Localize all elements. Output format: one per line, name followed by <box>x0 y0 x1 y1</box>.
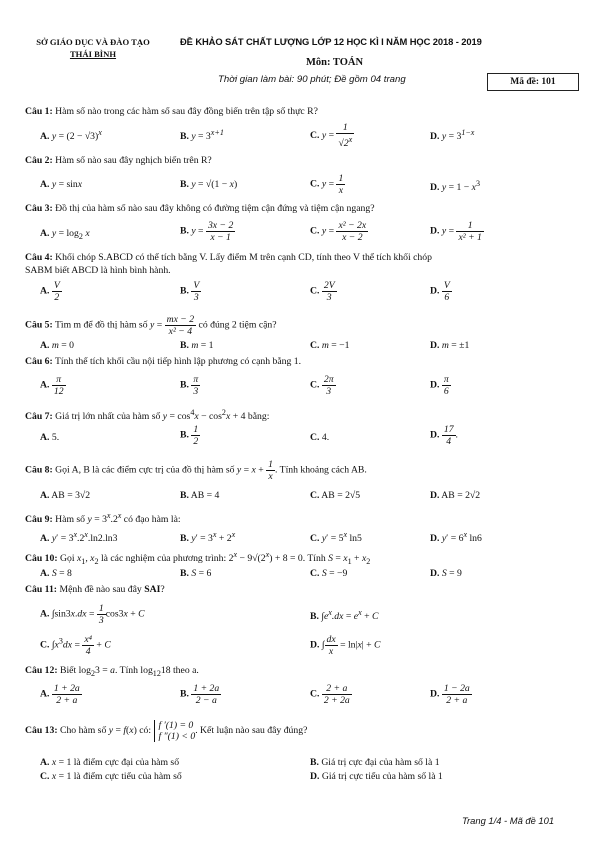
q2-option-d: D. $y = 1 - x^3$ <box>430 179 480 194</box>
question-12: Câu 12: Biết $\log_23 = a$. Tính $\log_{12}18$ theo a. <box>25 665 199 678</box>
q4-option-c: C. $\frac{2V}{3}$ <box>310 280 335 303</box>
q9-option-c: C. $y' = 5^x$ ln5 <box>310 530 362 545</box>
q13-option-a: A. x = 1 là điểm cực đại của hàm số <box>40 757 180 768</box>
page-footer: Trang 1/4 - Mã đề 101 <box>462 815 555 826</box>
q8-option-d: D. AB = 2√2 <box>430 490 481 501</box>
question-2: Câu 2: Hàm số nào sau đây nghịch biến trên R? <box>25 155 212 166</box>
q5-option-c: C. m = −1 <box>310 340 350 351</box>
q11-option-d: D. ∫ $\frac{dx}{x}$ = ln|x| + C <box>310 634 381 657</box>
q2-option-a: A. y = sinx <box>40 179 83 190</box>
question-4: Câu 4: Khối chóp S.ABCD có thể tích bằng V. Lấy điểm M trên cạnh CD, tính theo V thể tích khối chóp <box>25 252 432 263</box>
exam-title: ĐỀ KHẢO SÁT CHẤT LƯỢNG LỚP 12 HỌC KÌ I NĂM HỌC 2018 - 2019 <box>180 36 482 47</box>
q5-option-a: A. m = 0 <box>40 340 74 351</box>
q12-option-c: C. $\frac{2 + a}{2 + 2a}$ <box>310 683 350 706</box>
q2-option-c: C. y = $\frac{1}{x}$ <box>310 173 344 196</box>
q7-option-d: D. $\frac{17}{4}$ . <box>430 424 458 447</box>
q4-option-a: A. $\frac{V}{2}$ <box>40 280 60 303</box>
q6-option-c: C. $\frac{2\pi}{3}$ <box>310 374 334 397</box>
q9-option-a: A. $y' = 3^x.2^x.\ln 2.\ln 3$ <box>40 530 118 545</box>
q1-option-a: A. $y = (2 - √3)^x$ <box>40 128 102 143</box>
question-1: Câu 1: Hàm số nào trong các hàm số sau đây đồng biến trên tập số thực R? <box>25 106 318 117</box>
q3-option-a: A. $y = \log_2 x$ <box>40 228 90 241</box>
q13-option-d: D. Giá trị cực tiểu của hàm số là 1 <box>310 771 443 782</box>
question-3: Câu 3: Đồ thị của hàm số nào sau đây không có đường tiệm cận đứng và tiệm cận ngang? <box>25 203 375 214</box>
q9-option-b: B. $y' = 3^x + 2^x$ <box>180 530 236 545</box>
q1-option-d: D. $y = 3^{1-x}$ <box>430 128 475 143</box>
question-5: Câu 5: Tìm m để đồ thị hàm số y = $\frac{mx - 2}{\text{x² − 4}}$ có đúng 2 tiệm cận? <box>25 314 277 337</box>
q7-option-a: A. 5. <box>40 432 60 443</box>
question-4-line2: SABM biết ABCD là hình bình hành. <box>25 265 171 276</box>
q10-option-a: A. S = 8 <box>40 568 72 579</box>
q2-option-b: B. y = √(1 − x) <box>180 179 238 190</box>
question-10: Câu 10: Gọi $x_1$, $x_2$ là các nghiệm của phương trình: $2^x - 9√(2^x) + 8 = 0$. Tính $S = x_1 + x_2$ <box>25 550 371 567</box>
q5-option-d: D. m = ±1 <box>430 340 470 351</box>
q8-option-c: C. AB = 2√5 <box>310 490 361 501</box>
subject-title: Môn: TOÁN <box>306 57 364 68</box>
q1-option-b: B. $y = 3^{x+1}$ <box>180 128 224 143</box>
q8-option-b: B. AB = 4 <box>180 490 220 501</box>
q7-option-b: B. $\frac{1}{2}$ <box>180 424 199 447</box>
q11-option-a: A. ∫sin3x.dx = $\frac{1}{3}$ cos3x + C <box>40 603 145 626</box>
q1-option-c: C. y = $\frac{1}{√2^x}$ <box>310 122 353 150</box>
q11-option-c: C. $\int x^3dx$ = $\frac{\text{x⁴}}{4}$ + C <box>40 634 111 657</box>
q10-option-d: D. S = 9 <box>430 568 462 579</box>
q9-option-d: D. $y' = 6^x$ ln6 <box>430 530 482 545</box>
province-name: THÁI BÌNH <box>69 49 117 59</box>
q6-option-b: B. $\frac{\pi}{3}$ <box>180 374 199 397</box>
question-6: Câu 6: Tính thể tích khối cầu nội tiếp hình lập phương có cạnh bằng 1. <box>25 356 302 367</box>
q3-option-d: D. y = $\frac{1}{\text{x² + 1}}$ <box>430 220 482 243</box>
q3-option-b: B. y = $\frac{3x - 2}{x - 1}$ <box>180 220 234 243</box>
q13-option-c: C. x = 1 là điểm cực tiểu của hàm số <box>40 771 182 782</box>
question-9: Câu 9: Hàm số $y = 3^x.2^x$ có đạo hàm là: <box>25 511 181 526</box>
department-header <box>18 36 168 60</box>
q5-option-b: B. m = 1 <box>180 340 214 351</box>
q4-option-b: B. $\frac{V}{3}$ <box>180 280 200 303</box>
time-info: Thời gian làm bài: 90 phút; Đề gồm 04 trang <box>218 74 406 85</box>
q10-option-b: B. S = 6 <box>180 568 212 579</box>
department-name: SỞ GIÁO DỤC VÀ ĐÀO TẠO <box>36 37 150 47</box>
q10-option-c: C. S = −9 <box>310 568 348 579</box>
q12-option-d: D. $\frac{1 - 2a}{2 + a}$ <box>430 683 470 706</box>
q12-option-b: B. $\frac{1 + 2a}{2 - a}$ <box>180 683 220 706</box>
q6-option-a: A. $\frac{\pi}{12}$ <box>40 374 64 397</box>
question-11: Câu 11: Mệnh đề nào sau đây SAI? <box>25 584 165 595</box>
question-7: Câu 7: Giá trị lớn nhất của hàm số $y = \cos^4x - \cos^2x + 4$ bằng: <box>25 408 270 423</box>
q13-option-b: B. Giá trị cực đại của hàm số là 1 <box>310 757 440 768</box>
q8-option-a: A. AB = 3√2 <box>40 490 91 501</box>
q12-option-a: A. $\frac{1 + 2a}{2 + a}$ <box>40 683 80 706</box>
q7-option-c: C. 4. <box>310 432 330 443</box>
q4-option-d: D. $\frac{V}{6}$ <box>430 280 450 303</box>
q6-option-d: D. $\frac{\pi}{6}$ <box>430 374 449 397</box>
exam-code-box: Mã đề: 101 <box>487 73 579 91</box>
question-8: Câu 8: Gọi A, B là các điểm cực trị của đồ thị hàm số y = x + $\frac{1}{x}$ . Tính khoảng cách AB. <box>25 459 367 482</box>
q3-option-c: C. y = $\frac{\text{x² − 2x}}{x - 2}$ <box>310 220 367 243</box>
question-13: Câu 13: Cho hàm số y = f(x) có: f ′(1) = 0 f ″(1) < 0 . Kết luận nào sau đây đúng? <box>25 720 308 742</box>
q11-option-b: B. $\int e^x.dx = e^x + C$ <box>310 608 379 623</box>
